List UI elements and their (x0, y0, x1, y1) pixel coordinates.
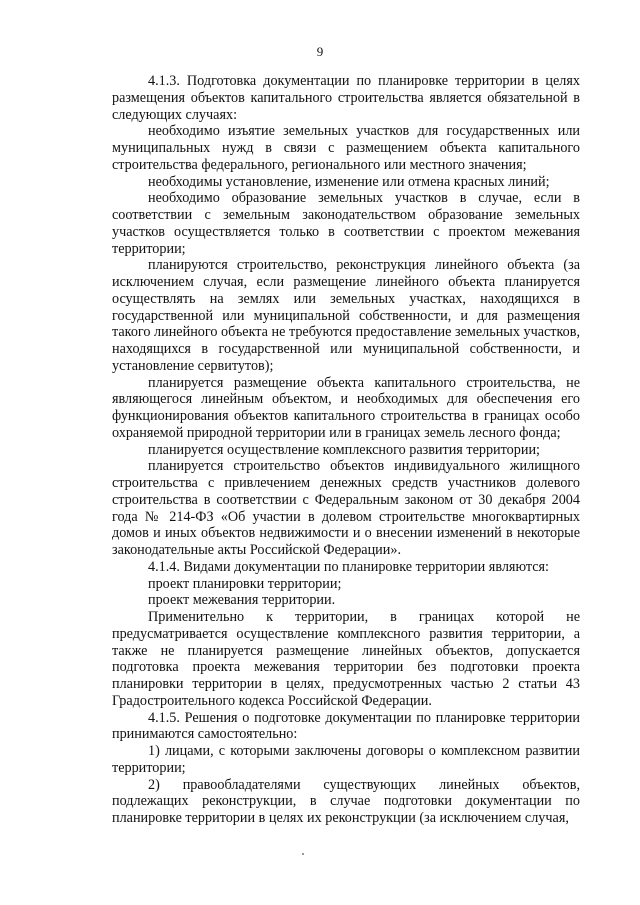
case-land-seizure: необходимо изъятие земельных участков для государственных или муниципальных нужд в связи с размещением объекта капитального строительства федерального, регионального или местного значения; (112, 123, 580, 173)
case-linear-object: планируются строительство, реконструкция линейного объекта (за исключением случая, если размещение линейного объекта планируется осуществлять на землях или земельных участках, находящихся в государственной или муниципальной собственности, и для размещения такого линейного объекта не требуются предоставление земельных участков, находящихся в государственной или муниципальной собственности, и установление сервитутов); (112, 257, 581, 374)
case-red-lines: необходимы установление, изменение или отмена красных линий; (148, 173, 550, 190)
scan-artifact (302, 853, 304, 855)
paragraph-surveying-without-planning: Применительно к территории, в границах которой не предусматривается осуществление комплексного развития территории, а также не планируется размещение линейных объектов, допускается подготовка проекта межевания территории без подготовки проекта планировки территории в целях, предусмотренных частью 2 статьи 43 Градостроительного кодекса Российской Федерации. (112, 609, 580, 709)
case-land-plot-formation: необходимо образование земельных участков в случае, если в соответствии с земельным законодательством образование земельных участков осуществляется только в соответствии с проектом межевания территории; (112, 190, 580, 257)
list-item-planning-project: проект планировки территории; (148, 575, 342, 592)
list-item-2: 2) правообладателями существующих линейных объектов, подлежащих реконструкции, в случае подготовки документации по планировке территории в целях их реконструкции (за исключением случая, (112, 776, 580, 826)
list-item-surveying-project: проект межевания территории. (148, 592, 336, 609)
paragraph-4-1-4: 4.1.4. Видами документации по планировке территории являются: (148, 558, 549, 575)
case-complex-development: планируется осуществление комплексного развития территории; (148, 441, 540, 458)
paragraph-4-1-3: 4.1.3. Подготовка документации по планировке территории в целях размещения объектов капитального строительства является обязательной в следующих случаях: (112, 73, 580, 123)
case-individual-housing: планируется строительство объектов индивидуального жилищного строительства с привлечением денежных средств участников долевого строительства в соответствии с Федеральным законом от 30 декабря 2004 года № 214-ФЗ «Об участии в долевом строительстве многоквартирных домов и иных объектов недвижимости и о внесении изменений в некоторые законодательные акты Российской Федерации». (112, 458, 580, 558)
document-body (112, 73, 580, 827)
paragraph-4-1-5: 4.1.5. Решения о подготовке документации по планировке территории принимаются самостоятельно: (112, 709, 580, 743)
case-protected-territory: планируется размещение объекта капитального строительства, не являющегося линейным объектом, и необходимых для обеспечения его функционирования объектов капитального строительства в границах особо охраняемой природной территории или в границах земель лесного фонда; (112, 374, 580, 441)
page-number: 9 (316, 44, 324, 59)
list-item-1: 1) лицами, с которыми заключены договоры о комплексном развитии территории; (112, 743, 580, 776)
